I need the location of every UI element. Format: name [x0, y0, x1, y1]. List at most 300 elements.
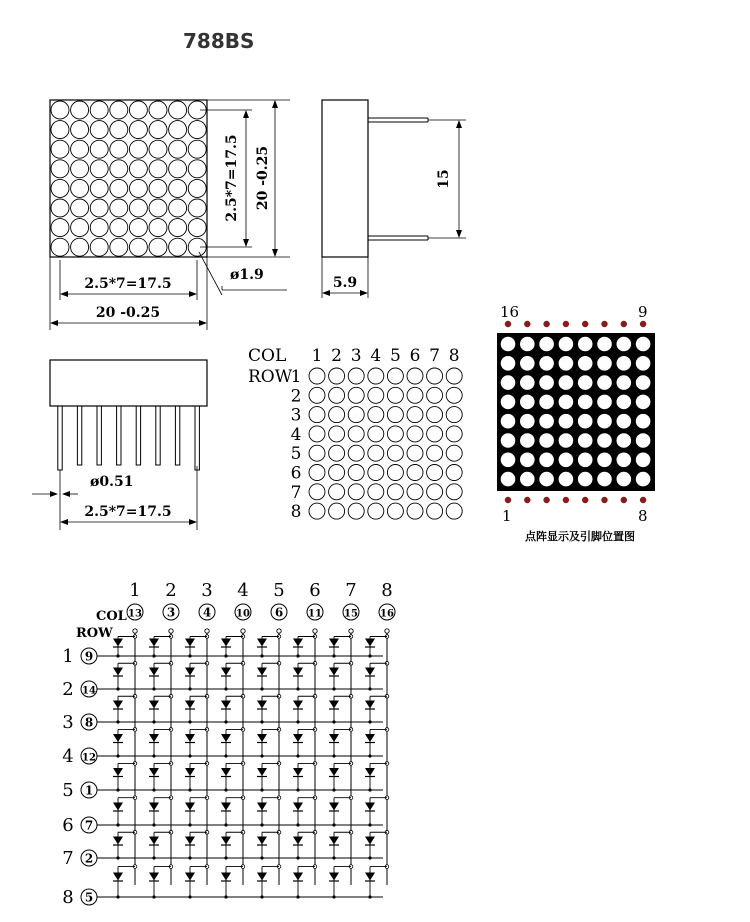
front-led-circle: [51, 121, 69, 139]
grid-circle: [427, 484, 443, 500]
panel-led: [597, 375, 612, 390]
panel-led: [617, 395, 632, 410]
front-led-circle: [129, 101, 147, 119]
grid-circle: [348, 407, 364, 423]
row-junction: [332, 788, 335, 791]
grid-circle: [427, 368, 443, 384]
front-led-circle: [71, 101, 89, 119]
grid-col-number: 7: [429, 346, 441, 366]
grid-circle: [329, 407, 345, 423]
schematic-diodes: [113, 635, 389, 899]
pin-dot: [582, 321, 588, 327]
row-junction: [332, 823, 335, 826]
panel-led: [520, 356, 535, 371]
schematic: [62, 580, 395, 908]
pin-length-label: 15: [436, 169, 452, 189]
row-pin-number: 7: [84, 818, 94, 833]
arrow-icon: [243, 110, 249, 118]
diode-icon: [329, 701, 339, 709]
front-led-circle: [51, 219, 69, 237]
grid-row-number: 5: [290, 444, 302, 465]
panel-led: [636, 395, 651, 410]
row-junction: [224, 654, 227, 657]
front-led-circle: [149, 160, 167, 178]
front-led-circle: [51, 179, 69, 197]
pin-dot: [543, 497, 549, 503]
panel-led: [539, 337, 554, 352]
panel-led: [559, 395, 574, 410]
panel-led: [501, 375, 516, 390]
diode-icon: [329, 639, 339, 647]
grid-circle: [387, 407, 403, 423]
pin-dot: [505, 497, 511, 503]
grid-circle: [387, 503, 403, 519]
row-junction: [224, 823, 227, 826]
diode-icon: [185, 668, 195, 676]
col-pin-number: 13: [128, 608, 142, 620]
row-junction: [152, 895, 155, 898]
schematic-col-number: 1: [129, 580, 141, 601]
pin-dot: [524, 321, 530, 327]
grid-circle: [309, 484, 325, 500]
grid-circle: [387, 484, 403, 500]
panel-led: [539, 453, 554, 468]
grid-circle: [407, 426, 423, 442]
row-junction: [116, 895, 119, 898]
front-led-circle: [129, 179, 147, 197]
pin-dots-top: [505, 321, 647, 327]
pin-dot: [505, 321, 511, 327]
grid-circle: [407, 503, 423, 519]
schematic-row-number: 5: [62, 780, 74, 801]
diode-icon: [365, 873, 375, 881]
panel-led: [636, 472, 651, 487]
front-led-circle: [169, 140, 187, 158]
grid-circle: [446, 503, 462, 519]
row-junction: [188, 895, 191, 898]
col-pin-number: 3: [166, 605, 176, 620]
diode-icon: [149, 701, 159, 709]
panel-led: [520, 395, 535, 410]
bottom-pin: [117, 406, 121, 465]
schematic-col-number: 3: [201, 580, 213, 601]
diode-icon: [185, 639, 195, 647]
schematic-col-number: 2: [165, 580, 177, 601]
grid-circle: [329, 445, 345, 461]
panel-led: [636, 433, 651, 448]
grid-circle: [446, 387, 462, 403]
row-junction: [188, 788, 191, 791]
bottom-pin: [175, 406, 179, 465]
row-junction: [332, 687, 335, 690]
diode-icon: [329, 837, 339, 845]
grid-col-number: 5: [389, 346, 401, 366]
diode-icon: [293, 668, 303, 676]
row-junction: [296, 895, 299, 898]
row-junction: [368, 823, 371, 826]
row-junction: [188, 754, 191, 757]
grid-circle: [446, 445, 462, 461]
row-junction: [116, 654, 119, 657]
col-terminal: [169, 629, 173, 633]
diode-icon: [221, 837, 231, 845]
grid-circle: [427, 407, 443, 423]
grid-col-number: 2: [331, 346, 343, 366]
front-led-circle: [90, 160, 108, 178]
panel-led: [617, 453, 632, 468]
grid-circle: [387, 445, 403, 461]
grid-circle: [309, 368, 325, 384]
front-led-circle: [51, 199, 69, 217]
front-led-circle: [51, 160, 69, 178]
diode-icon: [221, 668, 231, 676]
front-led-circle: [90, 179, 108, 197]
col-terminal: [349, 629, 353, 633]
schematic-col-label: COL: [96, 609, 127, 624]
grid-col-label: COL: [248, 346, 287, 366]
bottom-pin: [58, 406, 62, 470]
col-terminal: [277, 629, 281, 633]
arrow-icon: [50, 320, 58, 326]
front-led-circle: [110, 219, 128, 237]
row-junction: [152, 754, 155, 757]
arrow-icon: [62, 491, 70, 497]
diode-icon: [185, 873, 195, 881]
panel-led: [597, 433, 612, 448]
schematic-row-number: 2: [62, 679, 74, 700]
front-led-circle: [129, 121, 147, 139]
diode-icon: [257, 701, 267, 709]
panel-led: [578, 414, 593, 429]
diode-icon: [185, 837, 195, 845]
panel-led: [578, 472, 593, 487]
grid-circle: [368, 503, 384, 519]
diode-icon: [293, 873, 303, 881]
grid-circle: [348, 387, 364, 403]
diode-icon: [257, 837, 267, 845]
front-led-circle: [188, 160, 206, 178]
grid-circle: [368, 426, 384, 442]
grid-circle: [309, 445, 325, 461]
row-pin-number: 12: [82, 752, 96, 764]
grid-circles: [309, 368, 462, 519]
front-led-circle: [169, 101, 187, 119]
front-led-circle: [90, 219, 108, 237]
col-pin-number: 10: [236, 608, 250, 620]
panel-led: [597, 414, 612, 429]
row-pin-number: 1: [84, 783, 94, 798]
row-junction: [332, 654, 335, 657]
side-view-body: [322, 100, 368, 257]
panel-led: [597, 453, 612, 468]
diode-icon: [113, 837, 123, 845]
diode-icon: [365, 639, 375, 647]
row-junction: [368, 687, 371, 690]
front-led-circle: [90, 101, 108, 119]
grid-circle: [407, 465, 423, 481]
panel-led: [559, 472, 574, 487]
panel-led: [617, 356, 632, 371]
grid-circle: [387, 368, 403, 384]
bottom-pin: [136, 406, 140, 465]
col-pin-number: 6: [274, 605, 284, 620]
row-col-map: [248, 346, 462, 522]
grid-col-number: 1: [311, 346, 323, 366]
col-terminal: [241, 629, 245, 633]
grid-row-number: 2: [290, 386, 302, 407]
front-led-circle: [71, 238, 89, 256]
panel-led: [597, 356, 612, 371]
row-junction: [296, 856, 299, 859]
arrow-icon: [189, 519, 197, 525]
panel-led: [539, 472, 554, 487]
col-pin-number: 4: [202, 605, 212, 620]
pin-dot: [563, 497, 569, 503]
diode-icon: [329, 734, 339, 742]
pin-dot: [563, 321, 569, 327]
row-junction: [296, 823, 299, 826]
diode-icon: [185, 734, 195, 742]
front-led-circle: [149, 140, 167, 158]
front-led-circle: [71, 121, 89, 139]
arrow-icon: [272, 100, 278, 108]
row-junction: [260, 754, 263, 757]
pin-label-bottom-left: 1: [502, 507, 512, 525]
panel-led: [539, 414, 554, 429]
pin-layout-caption: 点阵显示及引脚位置图: [525, 530, 635, 543]
schematic-col-number: 4: [237, 580, 249, 601]
depth-label: 5.9: [332, 275, 358, 291]
front-led-circle: [149, 219, 167, 237]
row-junction: [332, 720, 335, 723]
front-led-circle: [110, 199, 128, 217]
row-junction: [116, 687, 119, 690]
arrow-icon: [360, 290, 368, 296]
front-led-circle: [188, 140, 206, 158]
side-view: [322, 100, 466, 298]
row-junction: [224, 788, 227, 791]
row-junction: [116, 720, 119, 723]
schematic-col-number: 6: [309, 580, 321, 601]
diode-icon: [365, 734, 375, 742]
diode-icon: [113, 668, 123, 676]
panel-led: [617, 472, 632, 487]
diode-icon: [113, 803, 123, 811]
grid-circle: [368, 465, 384, 481]
bottom-pin: [77, 406, 81, 465]
panel-led: [617, 375, 632, 390]
panel-led: [559, 414, 574, 429]
panel-led: [501, 433, 516, 448]
row-junction: [224, 754, 227, 757]
grid-circle: [329, 484, 345, 500]
diode-icon: [293, 803, 303, 811]
front-led-circle: [71, 179, 89, 197]
schematic-row-number: 3: [62, 712, 74, 733]
front-led-circle: [149, 101, 167, 119]
row-junction: [152, 856, 155, 859]
front-led-circle: [90, 199, 108, 217]
front-led-circle: [149, 179, 167, 197]
diode-icon: [149, 803, 159, 811]
row-junction: [188, 654, 191, 657]
led-panel: [497, 333, 655, 491]
grid-row-numbers: [291, 367, 302, 522]
arrow-icon: [60, 519, 68, 525]
row-junction: [368, 654, 371, 657]
diode-icon: [113, 639, 123, 647]
arrow-icon: [243, 239, 249, 247]
diode-icon: [365, 701, 375, 709]
diode-icon: [221, 803, 231, 811]
panel-led: [578, 337, 593, 352]
pin-dot: [621, 497, 627, 503]
pin-dot: [640, 321, 646, 327]
row-junction: [296, 788, 299, 791]
grid-circle: [387, 387, 403, 403]
bottom-view: [32, 360, 207, 530]
row-pin-number: 8: [84, 715, 94, 730]
grid-circle: [309, 426, 325, 442]
grid-circle: [329, 387, 345, 403]
grid-row-number: 6: [290, 463, 302, 484]
row-junction: [260, 823, 263, 826]
panel-led: [636, 453, 651, 468]
row-junction: [116, 823, 119, 826]
diode-icon: [365, 768, 375, 776]
arrow-icon: [272, 249, 278, 257]
row-junction: [260, 654, 263, 657]
row-junction: [368, 895, 371, 898]
grid-circle: [446, 368, 462, 384]
row-junction: [296, 654, 299, 657]
diode-icon: [257, 734, 267, 742]
front-led-circle: [51, 101, 69, 119]
row-junction: [260, 856, 263, 859]
grid-circle: [348, 445, 364, 461]
panel-led: [578, 395, 593, 410]
diode-icon: [329, 803, 339, 811]
row-junction: [188, 856, 191, 859]
pin-dot: [601, 497, 607, 503]
col-terminal: [205, 629, 209, 633]
row-junction: [224, 895, 227, 898]
panel-led: [539, 375, 554, 390]
pin-label-top-right: 9: [638, 303, 648, 321]
schematic-row-number: 6: [62, 815, 74, 836]
row-junction: [332, 754, 335, 757]
grid-row-number: 3: [290, 405, 302, 426]
schematic-row-number: 8: [62, 887, 74, 908]
row-junction: [260, 687, 263, 690]
row-junction: [260, 895, 263, 898]
diode-icon: [149, 639, 159, 647]
bottom-view-pins: [58, 406, 200, 470]
row-junction: [368, 856, 371, 859]
front-led-circle: [149, 238, 167, 256]
front-outer-label: 20 -0.25: [95, 305, 161, 321]
panel-led: [636, 356, 651, 371]
grid-row-number: 1: [290, 367, 302, 387]
diode-icon: [149, 734, 159, 742]
diode-icon: [293, 768, 303, 776]
front-led-circle: [149, 199, 167, 217]
col-pin-number: 11: [308, 608, 322, 620]
front-inner-pitch-label: 2.5*7=17.5: [84, 276, 172, 292]
schematic-row-number: 7: [62, 848, 74, 869]
grid-circle: [407, 445, 423, 461]
front-led-circle: [129, 219, 147, 237]
panel-led: [559, 375, 574, 390]
grid-circle: [446, 484, 462, 500]
col-terminal: [313, 629, 317, 633]
pin-dots-bottom: [505, 497, 647, 503]
grid-circle: [348, 465, 364, 481]
diode-icon: [149, 837, 159, 845]
panel-led: [520, 433, 535, 448]
row-junction: [224, 720, 227, 723]
diode-icon: [293, 701, 303, 709]
pin-pitch-label: 2.5*7=17.5: [84, 504, 172, 520]
diode-icon: [221, 768, 231, 776]
grid-circle: [368, 368, 384, 384]
grid-row-number: 7: [290, 482, 302, 503]
front-led-circle: [169, 179, 187, 197]
arrow-icon: [456, 230, 462, 238]
dot-diameter-label: ø1.9: [230, 267, 264, 283]
front-led-circle: [71, 219, 89, 237]
panel-led: [578, 375, 593, 390]
front-led-circle: [188, 199, 206, 217]
front-led-circle: [110, 179, 128, 197]
row-junction: [296, 754, 299, 757]
arrow-icon: [322, 290, 330, 296]
panel-led: [617, 433, 632, 448]
diode-icon: [185, 701, 195, 709]
panel-led: [559, 356, 574, 371]
panel-led: [501, 453, 516, 468]
front-led-circle: [51, 238, 69, 256]
front-led-circle: [149, 121, 167, 139]
front-led-circle: [169, 160, 187, 178]
panel-led: [520, 414, 535, 429]
grid-circle: [348, 368, 364, 384]
row-junction: [152, 823, 155, 826]
row-junction: [188, 720, 191, 723]
diode-icon: [149, 668, 159, 676]
grid-circle: [348, 484, 364, 500]
row-junction: [332, 856, 335, 859]
grid-circle: [407, 387, 423, 403]
row-pin-number: 9: [84, 649, 94, 664]
row-junction: [260, 720, 263, 723]
diode-icon: [329, 873, 339, 881]
row-junction: [188, 687, 191, 690]
front-led-circle: [90, 238, 108, 256]
grid-circle: [348, 426, 364, 442]
row-pin-number: 5: [84, 890, 94, 905]
row-junction: [152, 687, 155, 690]
row-junction: [368, 720, 371, 723]
diode-icon: [293, 639, 303, 647]
front-led-circle: [51, 140, 69, 158]
front-led-circle: [129, 238, 147, 256]
front-led-circle: [110, 238, 128, 256]
grid-col-number: 3: [350, 346, 362, 366]
grid-circle: [309, 465, 325, 481]
grid-circle: [309, 503, 325, 519]
diode-icon: [221, 639, 231, 647]
